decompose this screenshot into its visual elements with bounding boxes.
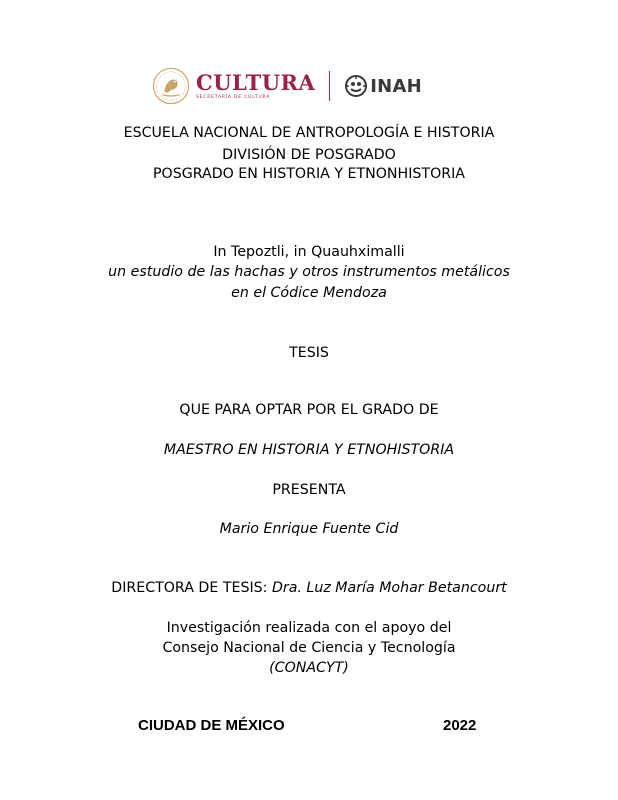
funding-line2: Consejo Nacional de Ciencia y Tecnología <box>162 640 456 656</box>
degree-name: MAESTRO EN HISTORIA Y ETNOHISTORIA <box>163 442 455 458</box>
cultura-logo-subtitle: SECRETARÍA DE CULTURA <box>196 94 271 100</box>
presenter-label: PRESENTA <box>272 482 346 498</box>
director-name: Dra. Luz María Mohar Betancourt <box>271 580 507 596</box>
logo-divider <box>329 71 330 101</box>
footer-year: 2022 <box>443 717 477 734</box>
thesis-title: In Tepoztli, in Quauhximalli <box>213 244 405 260</box>
thesis-subtitle-line1: un estudio de las hachas y otros instrumentos metálicos <box>108 264 510 280</box>
director-label: DIRECTORA DE TESIS: <box>111 580 272 596</box>
thesis-subtitle-line2: en el Códice Mendoza <box>231 285 387 301</box>
document-type: TESIS <box>289 345 329 361</box>
presenter-name: Mario Enrique Fuente Cid <box>219 521 399 537</box>
national-seal-icon <box>152 67 190 105</box>
institution-name: ESCUELA NACIONAL DE ANTROPOLOGÍA E HISTORIA <box>123 125 495 141</box>
institution-program: POSGRADO EN HISTORIA Y ETNONHISTORIA <box>153 166 465 182</box>
funding-line1: Investigación realizada con el apoyo del <box>166 620 452 636</box>
institution-division: DIVISIÓN DE POSGRADO <box>222 147 396 163</box>
thesis-director <box>0 580 618 597</box>
inah-glyph-icon <box>344 74 368 98</box>
footer-city: CIUDAD DE MÉXICO <box>138 717 285 734</box>
degree-intro: QUE PARA OPTAR POR EL GRADO DE <box>179 402 439 418</box>
funding-line3: (CONACYT) <box>269 660 349 676</box>
cultura-logo-name: CULTURA <box>196 69 316 95</box>
cultura-logo-text <box>196 69 316 101</box>
header-logos <box>152 66 422 106</box>
inah-logo-name: INAH <box>370 75 422 97</box>
